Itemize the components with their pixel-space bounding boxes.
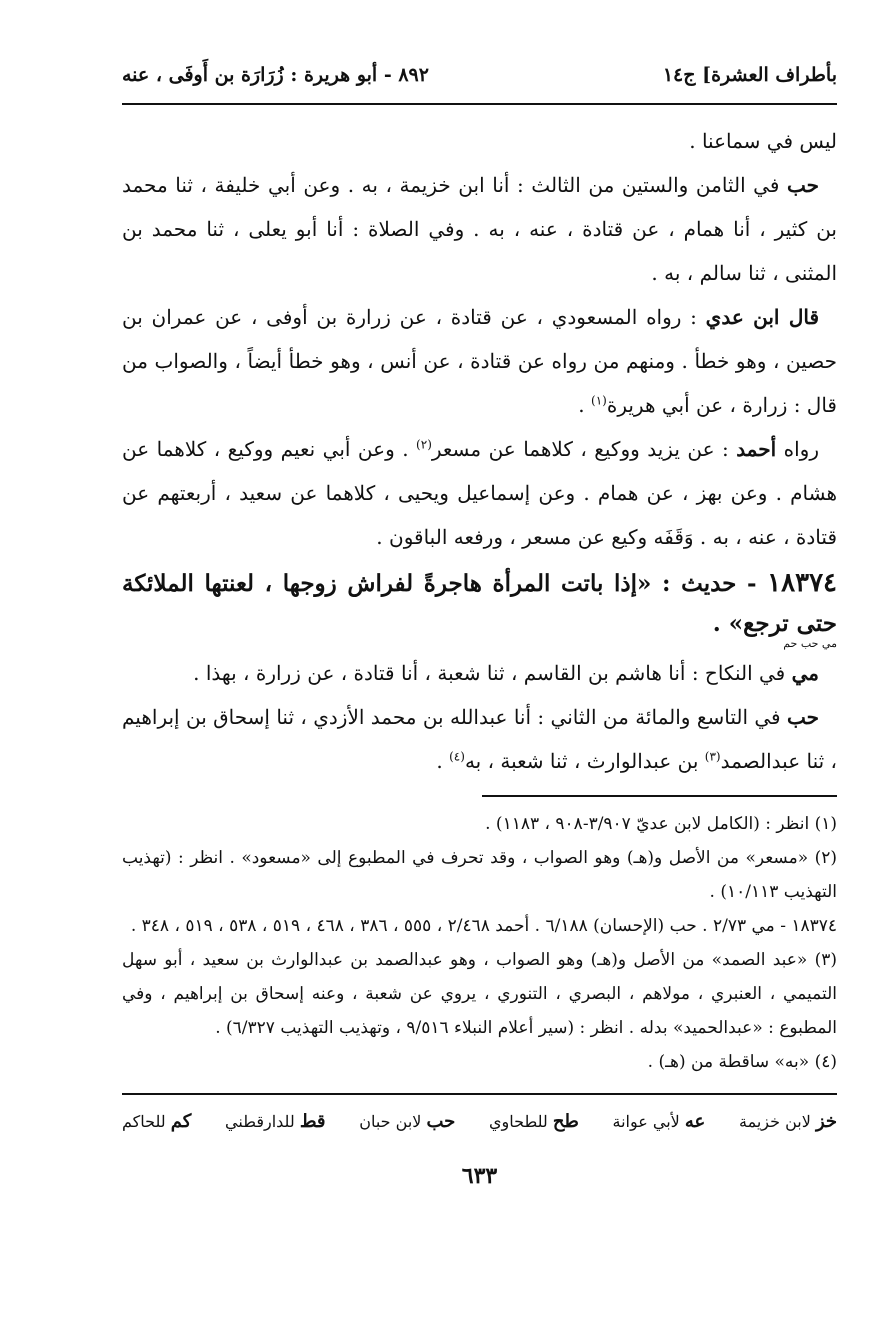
sigla-rule <box>122 1093 837 1095</box>
footnote-ref[interactable]: (٣) <box>704 748 721 763</box>
running-header <box>122 62 837 89</box>
siglum: أحمد <box>736 436 777 461</box>
siglum-entry: كم للحاكم <box>122 1110 192 1132</box>
header-volume: بأطراف العشرة] ج١٤ <box>662 64 837 86</box>
footnote-4: (٤) «به» ساقطة من (هـ) . <box>647 1051 837 1072</box>
hadith-sigla: مي حب حم <box>783 636 837 650</box>
header-rule <box>122 103 837 105</box>
siglum: حب <box>786 704 819 729</box>
paragraph-2: حب في الثامن والستين من الثالث : أنا ابن خزيمة ، به . وعن أبي خليفة ، ثنا محمد بن كثير ، أنا همام ، عن قتادة ، عنه ، به . وفي الصلاة : أنا أبو يعلى ، ثنا محمد بن المثنى ، ثنا سالم ، به . <box>122 172 837 285</box>
siglum-entry: خز لابن خزيمة <box>739 1110 837 1132</box>
siglum-entry: عه لأبي عوانة <box>612 1110 706 1132</box>
book-page <box>122 40 837 1300</box>
footnote-ref[interactable]: (٤) <box>449 748 465 763</box>
page-number: ٦٣٣ <box>461 1162 498 1189</box>
footnote-1: (١) انظر : (الكامل لابن عديّ ٣/٩٠٧-٩٠٨ ، ١١٨٣) . <box>485 813 837 834</box>
footnotes <box>122 807 837 1079</box>
main-text <box>122 119 837 783</box>
paragraph-5: مي في النكاح : أنا هاشم بن القاسم ، ثنا شعبة ، أنا قتادة ، عن زرارة ، بهذا . <box>193 660 819 685</box>
footnote-3: (٣) «عبد الصمد» من الأصل و(هـ) وهو الصواب ، وهو عبدالصمد بن عبدالوارث بن سعيد ، أبو سهل التميمي ، العنبري ، مولاهم ، البصري ، التنوري ، يروي عن شعبة ، وعنه إسحاق بن إبراهيم ، وفي المطبوع : «عبدالحميد» بدله . انظر : (سير أعلام النبلاء ٩/٥١٦ ، وتهذيب التهذيب ٦/٣٢٧) . <box>122 949 837 1038</box>
footnote-ref[interactable]: (١) <box>591 392 607 407</box>
footnote-2: (٢) «مسعر» من الأصل و(هـ) وهو الصواب ، وقد تحرف في المطبوع إلى «مسعود» . انظر : (تهذيب التهذيب ١٠/١١٣) . <box>122 847 837 902</box>
siglum-entry: طح للطحاوي <box>489 1110 579 1132</box>
sigla-key <box>122 1109 837 1135</box>
hadith-text: - حديث : «إذا باتت المرأة هاجرةً لفراش زوجها ، لعنتها الملائكة حتى ترجع» . <box>122 569 837 637</box>
hadith-heading <box>122 563 837 649</box>
hadith-number: ١٨٣٧٤ <box>767 567 837 598</box>
footnote-rule <box>482 795 837 797</box>
siglum: قال ابن عدي <box>705 304 820 329</box>
siglum: مي <box>791 660 819 685</box>
footnote-sources: ١٨٣٧٤ - مي ٢/٧٣ . حب (الإحسان) ٦/١٨٨ . أحمد ٢/٤٦٨ ، ٥٥٥ ، ٣٨٦ ، ٤٦٨ ، ٥١٩ ، ٥٣٨ ، ٥١٩ ، ٣٤٨ . <box>130 915 837 936</box>
header-chapter: ٨٩٢ - أبو هريرة : زُرَارَة بن أَوفَى ، عنه <box>122 64 429 86</box>
paragraph-3: قال ابن عدي : رواه المسعودي ، عن قتادة ، عن زرارة بن أوفى ، عن عمران بن حصين ، وهو خطأ . ومنهم من رواه عن قتادة ، عن أنس ، وهو خطأ أيضاً ، والصواب من قال : زرارة ، عن أبي هريرة$^{(١)}$ . <box>122 304 837 417</box>
siglum-entry: قط للدارقطني <box>225 1110 326 1132</box>
siglum: حب <box>786 172 819 197</box>
footnote-ref[interactable]: (٢) <box>416 436 432 451</box>
paragraph-4: رواه أحمد : عن يزيد ووكيع ، كلاهما عن مسعر$^{(٢)}$ . وعن أبي نعيم ووكيع ، كلاهما عن هشام . وعن بهز ، عن همام . وعن إسماعيل ويحيى ، كلاهما عن سعيد ، أربعتهم عن قتادة ، عنه ، به . وَقَفَه وكيع عن مسعر ، ورفعه الباقون . <box>122 436 837 549</box>
paragraph-6: حب في التاسع والمائة من الثاني : أنا عبدالله بن محمد الأزدي ، ثنا إسحاق بن إبراهيم ، ثنا عبدالصمد$^{(٣)}$ بن عبدالوارث ، ثنا شعبة ، به$^{(٤)}$ . <box>122 704 837 773</box>
siglum-entry: حب لابن حبان <box>359 1110 456 1132</box>
paragraph-1: ليس في سماعنا . <box>689 128 837 153</box>
